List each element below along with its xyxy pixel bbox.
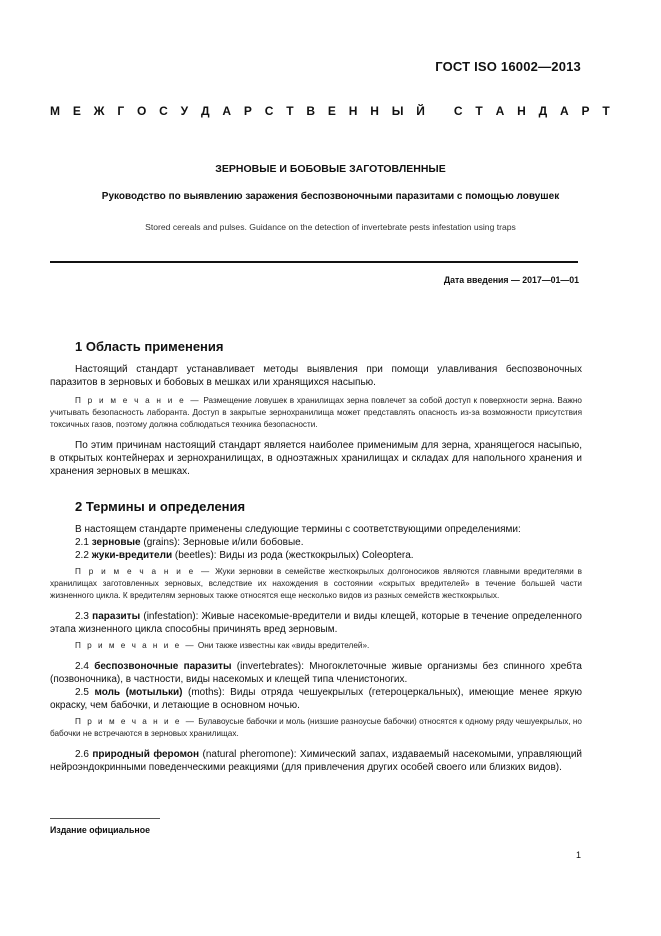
banner-letter: С [159,104,168,118]
banner-letter: Е [327,104,336,118]
banner-letter: Е [72,104,81,118]
banner-letter: Р [243,104,252,118]
term-definition: (grains): Зерновые и/или бобовые. [140,537,304,548]
term-2-1 [50,536,582,549]
note-text: Они также известны как «виды вредителей». [195,641,370,650]
footer-divider [50,818,160,819]
term-2-3-note [50,640,582,652]
note-label: П р и м е ч а н и е — [75,717,196,726]
term-2-2-note [50,566,582,602]
term-name: паразиты [92,611,141,622]
section-2-intro: В настоящем стандарте применены следующие термины с соответствующими определениями: [75,524,521,535]
term-number: 2.6 [75,749,89,760]
note-label: П р и м е ч а н и е — [75,641,196,650]
term-name: зерновые [91,537,141,548]
banner-letter: Й [416,104,425,118]
banner-letter: Г [117,104,125,118]
document-subtitle: Руководство по выявлению заражения беспозвоночными паразитами с помощью ловушек [101,191,560,202]
banner-letter: Ы [391,104,404,118]
banner-letter [438,104,441,118]
banner-letter: С [264,104,274,118]
banner-letter: Р [581,104,590,118]
banner-letter: Т [475,104,483,118]
note-text: Размещение ловушек в хранилищах зерна повлечет за собой доступ к поверхности зерна. Важно учитывать безопасность лаборанта. Доступ в закрытые зернохранилища может представлять опасность из-за возможности присутствия токсичных газов, поэтому должна соблюдаться техника безопасности. [50,396,582,429]
note-text: Булавоусые бабочки и моль (низшие разноусые бабочки) относятся к одному ряду чешуекрылых, но бабочки не встречаются в зерновых хранилищах. [50,717,582,738]
banner-letter: У [180,104,189,118]
term-definition: (moths): Виды отряда чешуекрылых (гетероцеркальных), имеющие менее яркую окраску, чем бабочки, и летающие в основном ночью. [50,687,583,711]
term-2-4 [50,660,582,686]
english-title: Stored cereals and pulses. Guidance on the detection of invertebrate pests infestation using traps [145,222,516,232]
introduction-date: Дата введения — 2017—01—01 [443,275,579,285]
banner-letter: Т [602,104,610,118]
banner-letter: В [306,104,316,118]
banner-letter: Д [538,104,548,118]
document-code: ГОСТ ISO 16002—2013 [435,59,581,74]
term-definition: (natural pheromone): Химический запах, издаваемый насекомыми, управляющий нейроэндокринными поведенческими реакциями (для привлечения других особей своего или близких видов). [50,749,583,773]
section-2-heading: 2 Термины и определения [75,499,246,514]
section-1-paragraph: Настоящий стандарт устанавливает методы выявления при помощи улавливания беспозвоночных паразитов в зерновых и бобовых в мешках или хранящихся насыпью. [50,364,582,388]
term-name: моль (мотыльки) [94,687,183,698]
document-title: ЗЕРНОВЫЕ И БОБОВЫЕ ЗАГОТОВЛЕННЫЕ [215,163,446,175]
section-1-heading: 1 Область применения [75,339,224,354]
section-1-paragraph-2: По этим причинам настоящий стандарт является наиболее применимым для зерна, хранящегося насыпью, в открытых контейнерах и зернохранилищах, в одноэтажных хранилищах и складах для напольного хранения и хранения зерновых в мешках. [50,440,582,477]
banner-letter: Т [286,104,294,118]
term-number: 2.1 [75,537,89,548]
term-number: 2.4 [75,661,89,672]
banner-letter: Н [348,104,358,118]
banner-letter: М [50,104,60,118]
term-definition: (infestation): Живые насекомые-вредители и виды клещей, которые в течение определенного этапа жизненного цикла способны причинять вред зерновым. [50,611,582,635]
term-name: жуки-вредители [91,550,173,561]
banner-letter: Ж [93,104,105,118]
banner-letter: А [222,104,232,118]
term-2-5-note [50,716,582,740]
term-number: 2.5 [75,687,89,698]
term-2-2 [50,549,582,562]
term-number: 2.2 [75,550,89,561]
banner-letter: О [137,104,147,118]
note-label: П р и м е ч а н и е — [75,396,201,405]
banner-letter: С [453,104,463,118]
note-text: Жуки зерновки в семействе жесткокрылых долгоносиков являются главными вредителями в хранилищах заготовленных зерновых, вследствие их нахождения в состоянии «скрытых вредителей» в течение большей части жизненного цикла. К вредителям зерновых также относятся еще несколько видов из разных семейств жесткокрылых. [50,567,582,600]
banner-letter: А [495,104,505,118]
banner-letter: Д [200,104,210,118]
term-name: беспозвоночные паразиты [94,661,232,672]
term-definition: (invertebrates): Многоклеточные живые организмы без спинного хребта (позвоночника), в частности, виды насекомых и клещей типа членистоногих. [50,661,582,685]
term-2-3 [50,610,582,636]
note-label: П р и м е ч а н и е — [75,567,212,576]
banner-letter: А [559,104,569,118]
term-definition: (beetles): Виды из рода (жесткокрылых) Coleoptera. [172,550,414,561]
document-body [50,340,582,774]
header-divider [50,261,578,263]
term-name: природный феромон [92,749,200,760]
interstate-standard-banner [50,104,610,118]
section-1-note [50,395,582,431]
official-edition-label: Издание официальное [50,825,150,835]
term-2-5 [50,686,582,712]
page-number: 1 [575,850,581,860]
term-number: 2.3 [75,611,89,622]
banner-letter: Н [370,104,379,118]
banner-letter: Н [517,104,526,118]
term-2-6 [50,748,582,774]
